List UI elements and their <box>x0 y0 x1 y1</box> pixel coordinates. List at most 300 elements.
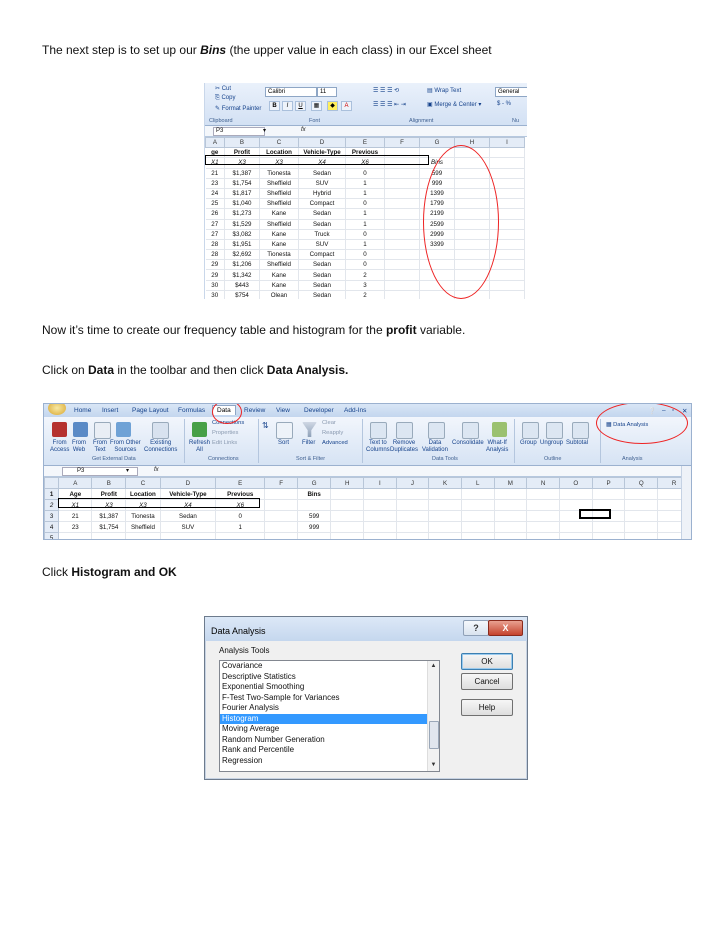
bold-button[interactable]: B <box>269 101 280 111</box>
header-cell[interactable] <box>490 148 525 158</box>
minimize-icon[interactable]: – <box>662 407 666 414</box>
sort-button[interactable]: Sort <box>278 440 290 446</box>
data-cell[interactable]: 0 <box>346 260 385 270</box>
analysis-tools-list[interactable] <box>219 660 440 772</box>
data-cell[interactable]: Sheffield <box>260 199 299 209</box>
data-cell[interactable]: $1,387 <box>92 511 126 522</box>
ungroup-button[interactable]: Ungroup <box>540 440 564 446</box>
from-other-sources-button[interactable]: From Other Sources <box>110 440 141 453</box>
data-cell[interactable]: Olean <box>260 290 299 299</box>
tab-add-ins[interactable]: Add-Ins <box>344 407 367 414</box>
list-item[interactable]: Rank and Percentile <box>222 745 295 754</box>
ok-button[interactable]: OK <box>461 653 513 670</box>
access-icon[interactable] <box>52 422 67 437</box>
filter-button[interactable]: Filter <box>302 440 316 446</box>
data-cell[interactable] <box>160 533 216 541</box>
column-header[interactable]: A <box>59 478 92 489</box>
data-cell[interactable]: $754 <box>225 290 260 299</box>
active-cell-p3[interactable] <box>579 509 611 519</box>
remove-duplicates-icon[interactable] <box>396 422 413 439</box>
data-cell[interactable]: 2599 <box>420 219 455 229</box>
data-cell[interactable]: Tionesta <box>126 511 160 522</box>
consolidate-button[interactable]: Consolidate <box>452 440 484 446</box>
data-cell[interactable]: 27 <box>206 219 225 229</box>
tab-data[interactable]: Data <box>212 405 236 415</box>
data-cell[interactable]: SUV <box>160 522 216 533</box>
row-header[interactable]: 4 <box>45 522 59 533</box>
close-icon[interactable]: X <box>488 620 523 636</box>
data-cell[interactable] <box>396 511 429 522</box>
symbol-cell[interactable]: X4 <box>299 158 346 168</box>
from-web-button[interactable]: From Web <box>72 440 86 453</box>
font-size-select[interactable]: 11 <box>317 87 337 97</box>
data-cell[interactable]: Kane <box>260 280 299 290</box>
data-cell[interactable]: Sedan <box>160 511 216 522</box>
ungroup-icon[interactable] <box>546 422 563 439</box>
list-item[interactable]: Histogram <box>220 714 439 725</box>
data-cell[interactable] <box>625 500 658 511</box>
column-header[interactable]: I <box>490 138 525 148</box>
data-cell[interactable]: 2199 <box>420 209 455 219</box>
data-cell[interactable]: Truck <box>299 229 346 239</box>
data-cell[interactable]: 599 <box>420 168 455 178</box>
data-cell[interactable] <box>461 533 494 541</box>
subtotal-icon[interactable] <box>572 422 589 439</box>
column-header[interactable]: L <box>461 478 494 489</box>
data-cell[interactable] <box>461 511 494 522</box>
data-cell[interactable] <box>396 500 429 511</box>
help-button[interactable]: Help <box>461 699 513 716</box>
data-cell[interactable] <box>461 500 494 511</box>
edit-links-button[interactable]: Edit Links <box>212 440 238 446</box>
header-cell[interactable]: ge <box>206 148 225 158</box>
text-to-columns-icon[interactable] <box>370 422 387 439</box>
data-cell[interactable]: 3399 <box>420 239 455 249</box>
text-file-icon[interactable] <box>94 422 111 439</box>
function-icon[interactable]: fx <box>154 467 159 473</box>
data-cell[interactable] <box>490 260 525 270</box>
data-cell[interactable] <box>527 489 560 500</box>
data-cell[interactable] <box>364 489 397 500</box>
data-cell[interactable] <box>331 533 364 541</box>
list-item[interactable]: Fourier Analysis <box>222 703 279 712</box>
data-cell[interactable]: 0 <box>346 168 385 178</box>
data-cell[interactable]: Sedan <box>299 270 346 280</box>
data-cell[interactable]: $1,273 <box>225 209 260 219</box>
data-cell[interactable] <box>385 229 420 239</box>
data-cell[interactable] <box>126 533 160 541</box>
data-cell[interactable] <box>527 511 560 522</box>
list-item[interactable]: F-Test Two-Sample for Variances <box>222 692 340 702</box>
data-cell[interactable]: 23 <box>59 522 92 533</box>
column-header[interactable]: G <box>297 478 330 489</box>
list-item[interactable]: Exponential Smoothing <box>222 682 305 691</box>
font-color-button[interactable]: A <box>341 101 352 111</box>
data-cell[interactable]: 3 <box>346 280 385 290</box>
data-analysis-button[interactable]: ▦ Data Analysis <box>606 422 649 428</box>
header-cell[interactable]: Previous <box>346 148 385 158</box>
list-item[interactable]: Moving Average <box>222 724 280 733</box>
data-cell[interactable]: 30 <box>206 290 225 299</box>
data-cell[interactable]: Kane <box>260 209 299 219</box>
data-cell[interactable]: 599 <box>297 511 330 522</box>
data-cell[interactable] <box>494 511 527 522</box>
data-cell[interactable]: 29 <box>206 260 225 270</box>
data-cell[interactable] <box>429 533 462 541</box>
data-cell[interactable]: Profit <box>92 489 126 500</box>
tab-view[interactable]: View <box>276 407 290 414</box>
data-cell[interactable]: 1 <box>346 188 385 198</box>
sort-az-icon[interactable]: ⇅ <box>262 421 269 430</box>
tab-developer[interactable]: Developer <box>304 407 334 414</box>
group-button[interactable]: Group <box>520 440 537 446</box>
scroll-down-icon[interactable]: ▼ <box>430 762 437 768</box>
data-cell[interactable]: Kane <box>260 229 299 239</box>
data-cell[interactable] <box>490 280 525 290</box>
data-cell[interactable] <box>625 511 658 522</box>
column-header[interactable]: B <box>92 478 126 489</box>
data-cell[interactable]: $2,692 <box>225 250 260 260</box>
data-cell[interactable] <box>385 178 420 188</box>
copy-button[interactable]: ⎘ Copy <box>215 95 236 101</box>
refresh-icon[interactable] <box>192 422 207 437</box>
remove-duplicates-button[interactable]: Remove Duplicates <box>390 440 419 453</box>
data-cell[interactable]: $1,754 <box>92 522 126 533</box>
data-cell[interactable]: Bins <box>297 489 330 500</box>
data-cell[interactable]: 999 <box>420 178 455 188</box>
text-to-columns-button[interactable]: Text to Columns <box>366 440 390 453</box>
scroll-up-icon[interactable]: ▲ <box>430 663 437 669</box>
column-header[interactable]: J <box>396 478 429 489</box>
data-cell[interactable]: Sedan <box>299 219 346 229</box>
group-icon[interactable] <box>522 422 539 439</box>
wrap-text-button[interactable]: ▤ Wrap Text <box>427 88 462 94</box>
data-cell[interactable] <box>297 500 330 511</box>
data-cell[interactable]: Sedan <box>299 290 346 299</box>
data-validation-icon[interactable] <box>428 422 445 439</box>
data-cell[interactable]: 27 <box>206 229 225 239</box>
data-cell[interactable] <box>396 489 429 500</box>
data-cell[interactable]: X3 <box>126 500 160 511</box>
data-cell[interactable]: $1,040 <box>225 199 260 209</box>
data-cell[interactable] <box>331 489 364 500</box>
data-cell[interactable] <box>385 270 420 280</box>
data-cell[interactable]: Sheffield <box>126 522 160 533</box>
symbol-cell[interactable]: X3 <box>225 158 260 168</box>
existing-connections-button[interactable]: Existing Connections <box>144 440 178 453</box>
column-header[interactable]: R <box>658 478 691 489</box>
number-format-buttons[interactable]: $ - % <box>497 101 512 107</box>
column-header[interactable]: A <box>206 138 225 148</box>
data-cell[interactable] <box>385 199 420 209</box>
data-cell[interactable]: Sheffield <box>260 178 299 188</box>
office-button-icon[interactable] <box>48 403 66 415</box>
column-header[interactable]: K <box>429 478 462 489</box>
data-cell[interactable]: 2 <box>346 270 385 280</box>
data-cell[interactable] <box>592 489 625 500</box>
data-cell[interactable] <box>461 522 494 533</box>
from-access-button[interactable]: From Access <box>50 440 70 453</box>
data-cell[interactable] <box>494 533 527 541</box>
existing-connections-icon[interactable] <box>152 422 169 439</box>
web-icon[interactable] <box>73 422 88 437</box>
data-cell[interactable]: 999 <box>297 522 330 533</box>
data-cell[interactable]: Sedan <box>299 168 346 178</box>
clear-button[interactable]: Clear <box>322 420 336 426</box>
list-item[interactable]: Random Number Generation <box>222 734 325 744</box>
header-cell[interactable]: Location <box>260 148 299 158</box>
data-cell[interactable]: Location <box>126 489 160 500</box>
data-cell[interactable]: $1,206 <box>225 260 260 270</box>
symbol-cell[interactable]: Bins <box>420 158 455 168</box>
symbol-cell[interactable] <box>490 158 525 168</box>
list-scrollbar[interactable] <box>427 661 439 771</box>
data-cell[interactable]: Sheffield <box>260 188 299 198</box>
data-cell[interactable] <box>461 489 494 500</box>
row-header[interactable]: 5 <box>45 533 59 541</box>
data-cell[interactable] <box>59 533 92 541</box>
column-header[interactable] <box>45 478 59 489</box>
row-header[interactable]: 1 <box>45 489 59 500</box>
data-cell[interactable]: 0 <box>346 250 385 260</box>
data-cell[interactable] <box>385 290 420 299</box>
data-cell[interactable]: Age <box>59 489 92 500</box>
data-cell[interactable]: 1 <box>346 219 385 229</box>
data-cell[interactable] <box>527 500 560 511</box>
data-cell[interactable] <box>494 489 527 500</box>
row-header[interactable]: 3 <box>45 511 59 522</box>
other-sources-icon[interactable] <box>116 422 131 437</box>
data-cell[interactable]: Sheffield <box>260 219 299 229</box>
row-header[interactable]: 2 <box>45 500 59 511</box>
column-header[interactable]: H <box>331 478 364 489</box>
data-cell[interactable]: Vehicle-Type <box>160 489 216 500</box>
data-cell[interactable] <box>265 489 298 500</box>
data-cell[interactable]: 2999 <box>420 229 455 239</box>
data-cell[interactable]: 1 <box>346 209 385 219</box>
filter-icon[interactable] <box>302 422 317 437</box>
data-cell[interactable] <box>364 522 397 533</box>
data-cell[interactable] <box>265 511 298 522</box>
sort-dialog-icon[interactable] <box>276 422 293 439</box>
data-cell[interactable]: Previous <box>216 489 265 500</box>
data-cell[interactable]: SUV <box>299 239 346 249</box>
data-cell[interactable] <box>364 533 397 541</box>
data-cell[interactable]: $3,082 <box>225 229 260 239</box>
subtotal-button[interactable]: Subtotal <box>566 440 589 446</box>
italic-button[interactable]: I <box>282 101 293 111</box>
data-cell[interactable]: Tionesta <box>260 250 299 260</box>
data-cell[interactable] <box>385 280 420 290</box>
data-cell[interactable]: $1,817 <box>225 188 260 198</box>
data-cell[interactable] <box>490 290 525 299</box>
data-cell[interactable] <box>527 533 560 541</box>
merge-center-button[interactable]: ▣ Merge & Center ▾ <box>427 102 482 108</box>
data-cell[interactable]: Sheffield <box>260 260 299 270</box>
data-cell[interactable] <box>429 500 462 511</box>
fill-color-button[interactable]: ◆ <box>327 101 338 111</box>
font-name-select[interactable]: Calibri <box>265 87 317 97</box>
number-format-select[interactable]: General <box>495 87 527 97</box>
data-cell[interactable]: 29 <box>206 270 225 280</box>
data-cell[interactable]: Kane <box>260 270 299 280</box>
data-cell[interactable] <box>331 522 364 533</box>
list-item[interactable]: Descriptive Statistics <box>222 671 296 681</box>
column-header[interactable]: C <box>260 138 299 148</box>
data-cell[interactable] <box>364 500 397 511</box>
dropdown-arrow-icon[interactable]: ▾ <box>126 468 130 474</box>
data-cell[interactable]: Compact <box>299 199 346 209</box>
close-icon[interactable]: ✕ <box>682 408 688 415</box>
data-cell[interactable] <box>490 270 525 280</box>
data-cell[interactable] <box>559 522 592 533</box>
data-cell[interactable] <box>385 250 420 260</box>
data-cell[interactable]: $1,387 <box>225 168 260 178</box>
data-cell[interactable]: 23 <box>206 178 225 188</box>
data-cell[interactable] <box>559 489 592 500</box>
data-cell[interactable]: X1 <box>59 500 92 511</box>
reapply-button[interactable]: Reapply <box>322 430 344 436</box>
data-cell[interactable] <box>265 533 298 541</box>
data-cell[interactable] <box>592 522 625 533</box>
symbol-cell[interactable]: X1 <box>206 158 225 168</box>
advanced-button[interactable]: Advanced <box>322 440 348 446</box>
column-header[interactable]: P <box>592 478 625 489</box>
column-header[interactable]: E <box>216 478 265 489</box>
column-header[interactable]: Q <box>625 478 658 489</box>
column-header[interactable]: D <box>299 138 346 148</box>
data-cell[interactable]: 21 <box>59 511 92 522</box>
data-cell[interactable]: 25 <box>206 199 225 209</box>
column-header[interactable]: B <box>225 138 260 148</box>
symbol-cell[interactable]: X6 <box>346 158 385 168</box>
data-cell[interactable]: Tionesta <box>260 168 299 178</box>
properties-button[interactable]: Properties <box>212 430 239 436</box>
data-cell[interactable]: SUV <box>299 178 346 188</box>
column-header[interactable]: N <box>527 478 560 489</box>
what-if-analysis-button[interactable]: What-If Analysis <box>486 440 509 453</box>
data-cell[interactable] <box>429 522 462 533</box>
data-cell[interactable]: Sedan <box>299 280 346 290</box>
column-header[interactable]: D <box>160 478 216 489</box>
data-cell[interactable] <box>559 533 592 541</box>
data-cell[interactable]: 0 <box>346 199 385 209</box>
column-header[interactable]: F <box>265 478 298 489</box>
data-cell[interactable]: Compact <box>299 250 346 260</box>
data-cell[interactable] <box>625 533 658 541</box>
data-cell[interactable] <box>490 168 525 178</box>
format-painter-button[interactable]: ✎ Format Painter <box>215 106 262 112</box>
data-cell[interactable] <box>385 219 420 229</box>
name-box[interactable]: P3 <box>213 127 265 136</box>
data-cell[interactable] <box>385 209 420 219</box>
data-cell[interactable]: 1 <box>346 239 385 249</box>
data-cell[interactable] <box>385 260 420 270</box>
data-cell[interactable]: 30 <box>206 280 225 290</box>
cancel-button[interactable]: Cancel <box>461 673 513 690</box>
connections-button[interactable]: Connections <box>212 420 245 426</box>
data-cell[interactable] <box>216 533 265 541</box>
column-header[interactable]: F <box>385 138 420 148</box>
data-cell[interactable]: 1399 <box>420 188 455 198</box>
tab-review[interactable]: Review <box>244 407 266 414</box>
data-cell[interactable]: 28 <box>206 239 225 249</box>
data-cell[interactable] <box>494 500 527 511</box>
header-cell[interactable]: Profit <box>225 148 260 158</box>
data-cell[interactable]: Sedan <box>299 260 346 270</box>
column-header[interactable]: C <box>126 478 160 489</box>
refresh-all-button[interactable]: Refresh All <box>189 440 211 453</box>
data-cell[interactable]: Hybrid <box>299 188 346 198</box>
column-header[interactable]: O <box>559 478 592 489</box>
data-cell[interactable]: $1,951 <box>225 239 260 249</box>
data-cell[interactable] <box>396 522 429 533</box>
data-cell[interactable] <box>429 511 462 522</box>
column-header[interactable]: M <box>494 478 527 489</box>
help-icon[interactable]: ? <box>463 620 489 636</box>
tab-home[interactable]: Home <box>74 407 92 414</box>
header-cell[interactable]: Vehicle-Type <box>299 148 346 158</box>
data-cell[interactable]: 0 <box>216 511 265 522</box>
data-cell[interactable]: Sedan <box>299 209 346 219</box>
function-icon[interactable]: fx <box>301 127 306 133</box>
data-cell[interactable] <box>265 522 298 533</box>
column-header[interactable]: H <box>455 138 490 148</box>
data-cell[interactable]: X6 <box>216 500 265 511</box>
list-item[interactable]: Covariance <box>222 661 263 670</box>
data-cell[interactable] <box>385 188 420 198</box>
data-cell[interactable] <box>494 522 527 533</box>
align-icons[interactable]: ☰ ☰ ☰ ⟲ <box>373 88 400 94</box>
column-header[interactable]: E <box>346 138 385 148</box>
scroll-thumb[interactable] <box>429 721 439 749</box>
data-cell[interactable]: 24 <box>206 188 225 198</box>
dropdown-arrow-icon[interactable]: ▾ <box>263 128 267 134</box>
data-cell[interactable] <box>364 511 397 522</box>
data-cell[interactable] <box>331 500 364 511</box>
border-button[interactable]: ▦ <box>311 101 322 111</box>
data-cell[interactable]: $1,342 <box>225 270 260 280</box>
vertical-scrollbar[interactable] <box>681 466 691 539</box>
data-cell[interactable] <box>92 533 126 541</box>
data-cell[interactable] <box>429 489 462 500</box>
what-if-icon[interactable] <box>492 422 507 437</box>
list-item[interactable]: Regression <box>222 755 263 765</box>
column-header[interactable]: I <box>364 478 397 489</box>
symbol-cell[interactable]: X3 <box>260 158 299 168</box>
underline-button[interactable]: U <box>295 101 306 111</box>
data-cell[interactable]: X3 <box>92 500 126 511</box>
data-cell[interactable] <box>265 500 298 511</box>
data-cell[interactable]: 26 <box>206 209 225 219</box>
cut-button[interactable]: ✂ Cut <box>215 86 232 92</box>
tab-insert[interactable]: Insert <box>102 407 119 414</box>
data-cell[interactable]: 2 <box>346 290 385 299</box>
data-cell[interactable] <box>592 533 625 541</box>
column-header[interactable]: G <box>420 138 455 148</box>
data-cell[interactable]: 0 <box>346 229 385 239</box>
data-cell[interactable] <box>625 489 658 500</box>
data-cell[interactable] <box>385 239 420 249</box>
data-cell[interactable] <box>297 533 330 541</box>
data-cell[interactable] <box>331 511 364 522</box>
data-cell[interactable]: $1,754 <box>225 178 260 188</box>
data-cell[interactable] <box>396 533 429 541</box>
align-center-icons[interactable]: ☰ ☰ ☰ ⇤ ⇥ <box>373 102 406 108</box>
data-cell[interactable]: 1 <box>346 178 385 188</box>
consolidate-icon[interactable] <box>462 422 479 439</box>
tab-formulas[interactable]: Formulas <box>178 407 206 414</box>
